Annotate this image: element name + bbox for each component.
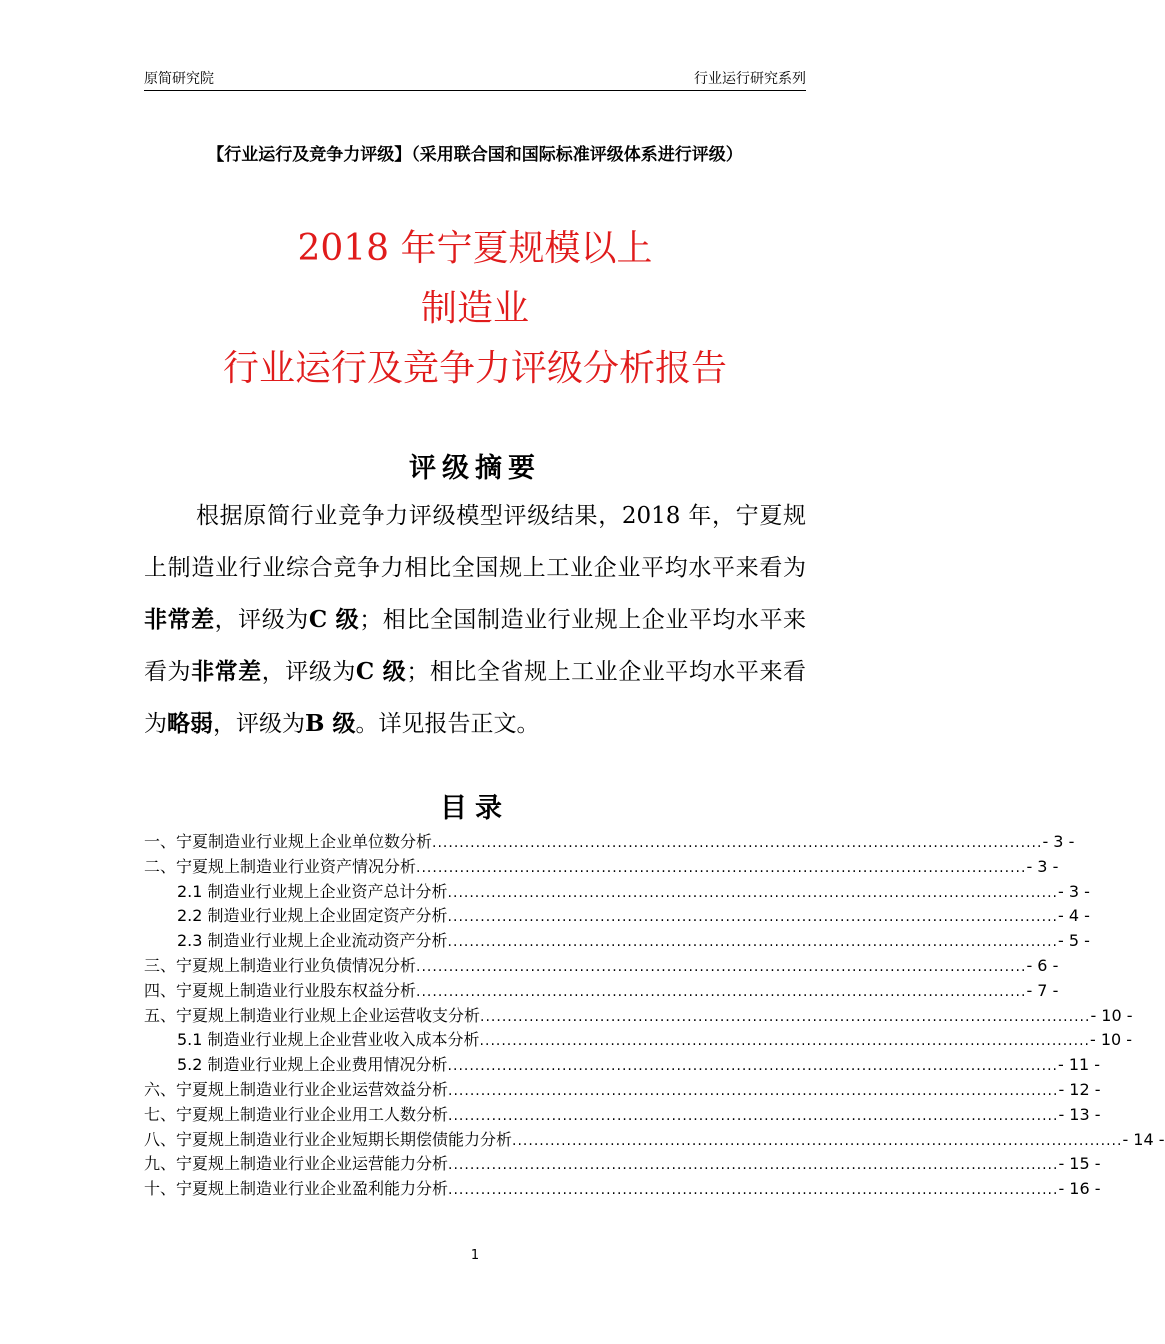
toc-item-label: 一、宁夏制造业行业规上企业单位数分析 <box>144 832 433 851</box>
toc-item[interactable] <box>144 978 1059 1003</box>
summary-text-6: ，评级为 <box>213 711 305 737</box>
toc-item-page: - 13 - <box>1058 1104 1101 1124</box>
toc-item-page: - 7 - <box>1026 980 1059 1000</box>
toc-item-page: - 6 - <box>1026 955 1059 975</box>
toc-item[interactable] <box>144 879 1090 904</box>
toc-leader-dots: ................................................................................................................ <box>480 1008 1091 1025</box>
summary-text-2: ，评级为 <box>214 607 309 633</box>
toc-item[interactable] <box>144 1052 1101 1077</box>
toc-item-label: 八、宁夏规上制造业行业企业短期长期偿债能力分析 <box>144 1129 513 1149</box>
toc-leader-dots: ................................................................................................................ <box>448 1182 1059 1199</box>
toc-item-label: 二、宁夏规上制造业行业资产情况分析 <box>144 856 417 876</box>
toc-item-label: 六、宁夏规上制造业行业企业运营效益分析 <box>144 1079 449 1099</box>
toc-item-label: 2.1 制造业行业规上企业资产总计分析 <box>177 881 448 901</box>
toc-item[interactable] <box>144 1102 1101 1127</box>
toc-item[interactable] <box>144 854 1059 879</box>
toc-item-page: - 10 - <box>1089 1030 1133 1050</box>
toc-item-page: - 5 - <box>1057 931 1090 951</box>
summary-grade-3: B 级 <box>305 710 356 737</box>
summary-paragraph <box>144 490 806 750</box>
toc-item[interactable] <box>144 1027 1133 1052</box>
toc-item[interactable] <box>144 1003 1133 1028</box>
toc-leader-dots: ................................................................................................................ <box>447 884 1058 901</box>
toc-item-label: 5.1 制造业行业规上企业营业收入成本分析 <box>177 1030 480 1050</box>
summary-heading: 评级摘要 <box>409 453 541 484</box>
toc-item-label: 5.2 制造业行业规上企业费用情况分析 <box>177 1055 448 1075</box>
toc-item-page: - 16 - <box>1058 1179 1101 1199</box>
toc-item[interactable] <box>144 829 1075 854</box>
toc-leader-dots: ................................................................................................................ <box>448 1157 1059 1174</box>
toc-item-page: - 10 - <box>1090 1005 1133 1025</box>
toc-item[interactable] <box>144 1151 1101 1176</box>
toc-item-label: 四、宁夏规上制造业行业股东权益分析 <box>144 980 417 1000</box>
toc-item-page: - 4 - <box>1057 906 1090 926</box>
toc-item[interactable] <box>144 1077 1101 1102</box>
toc-item-label: 2.2 制造业行业规上企业固定资产分析 <box>177 906 448 926</box>
toc-leader-dots: ................................................................................................................ <box>416 859 1027 876</box>
toc-leader-dots: ................................................................................................................ <box>479 1033 1090 1050</box>
toc-leader-dots: ................................................................................................................ <box>512 1132 1123 1149</box>
header-right-text: 行业运行研究系列 <box>694 71 806 87</box>
summary-rating-term-1: 非常差 <box>144 606 215 633</box>
header-divider <box>144 90 806 91</box>
toc-leader-dots: ................................................................................................................ <box>448 1082 1059 1099</box>
summary-text-5: ；相比全省规上工业企业平均水平来看为 <box>144 659 807 737</box>
toc-item-page: - 3 - <box>1042 832 1075 851</box>
toc-item[interactable] <box>144 903 1090 928</box>
toc-leader-dots: ................................................................................................................ <box>432 835 1043 851</box>
toc-item-label: 五、宁夏规上制造业行业规上企业运营收支分析 <box>144 1005 481 1025</box>
summary-rating-term-3: 略弱 <box>167 710 213 737</box>
toc-item-label: 七、宁夏规上制造业行业企业用工人数分析 <box>144 1104 449 1124</box>
toc-item-label: 十、宁夏规上制造业行业企业盈利能力分析 <box>144 1179 449 1199</box>
toc-leader-dots: ................................................................................................................ <box>447 909 1058 926</box>
toc-item-page: - 3 - <box>1057 881 1090 901</box>
page-number: 1 <box>470 1248 480 1263</box>
summary-grade-2: C 级 <box>355 658 407 685</box>
toc-heading: 目录 <box>440 793 510 824</box>
toc-item-label: 九、宁夏规上制造业行业企业运营能力分析 <box>144 1154 449 1174</box>
summary-text-3: ；相比全国制造业行业规上企业平均水平来看为 <box>144 607 807 685</box>
toc-item-label: 三、宁夏规上制造业行业负债情况分析 <box>144 955 417 975</box>
title-line-3: 行业运行及竞争力评级分析报告 <box>222 348 727 389</box>
toc-leader-dots: ................................................................................................................ <box>447 934 1058 951</box>
toc-item-page: - 11 - <box>1057 1055 1101 1075</box>
header-left-text: 原简研究院 <box>144 71 214 87</box>
toc-item-page: - 12 - <box>1058 1079 1101 1099</box>
summary-rating-term-2: 非常差 <box>191 658 262 685</box>
toc-leader-dots: ................................................................................................................ <box>416 983 1027 1000</box>
toc-item[interactable] <box>144 953 1059 978</box>
toc-item[interactable] <box>144 1127 1165 1152</box>
title-line-2: 制造业 <box>420 288 529 329</box>
title-line-1: 2018 年宁夏规模以上 <box>297 228 653 269</box>
toc-leader-dots: ................................................................................................................ <box>447 1058 1058 1075</box>
toc-item-page: - 3 - <box>1026 856 1059 876</box>
toc-item-page: - 15 - <box>1058 1154 1101 1174</box>
toc-item-page: - 14 - <box>1122 1129 1165 1149</box>
table-of-contents <box>144 829 1165 1201</box>
summary-text-1: 根据原简行业竞争力评级模型评级结果，2018 年，宁夏规上制造业行业综合竞争力相比全国规上工业企业平均水平来看为 <box>144 503 806 581</box>
tagline: 【行业运行及竞争力评级】（采用联合国和国际标准评级体系进行评级） <box>207 145 743 165</box>
toc-item[interactable] <box>144 928 1090 953</box>
summary-grade-1: C 级 <box>308 606 360 633</box>
summary-text-4: ，评级为 <box>261 659 356 685</box>
summary-text-7: 。详见报告正文。 <box>355 711 540 737</box>
toc-item-label: 2.3 制造业行业规上企业流动资产分析 <box>177 931 448 951</box>
toc-item[interactable] <box>144 1176 1101 1201</box>
toc-leader-dots: ................................................................................................................ <box>448 1107 1059 1124</box>
toc-leader-dots: ................................................................................................................ <box>416 958 1027 975</box>
